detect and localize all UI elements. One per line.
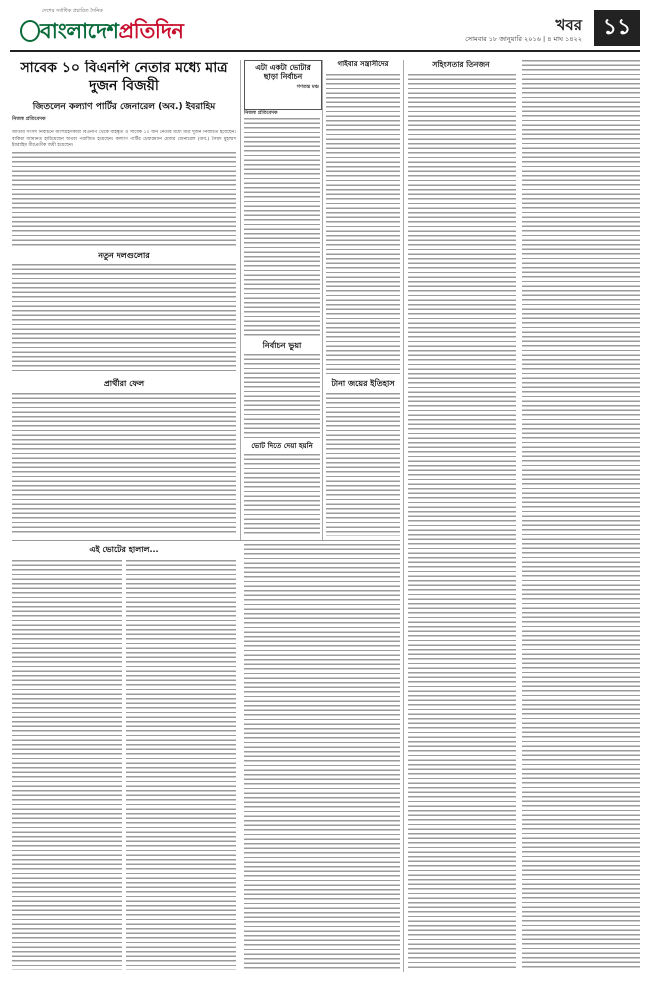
date-line: সোমবার ১৮ জানুয়ারি ২০১৬ | ৪ মাঘ ১৪২২ — [465, 35, 582, 43]
middle-reporter-block — [244, 108, 320, 116]
column-rule-3 — [403, 60, 404, 972]
middle-headline-box — [244, 60, 322, 110]
middle-body-1 — [244, 118, 320, 338]
lead-text-lines — [12, 152, 236, 247]
lead-subhead: জিতলেন কল্যাণ পার্টির জেনারেল (অব.) ইবরাহিম — [32, 102, 216, 112]
right-headline-block — [408, 60, 514, 70]
divider-1 — [12, 540, 400, 541]
lead-section-title-3: এই ভোটের হালাল... — [89, 545, 159, 554]
right-body-1 — [408, 74, 516, 970]
masthead — [10, 8, 640, 48]
middle-lower-body — [244, 544, 400, 970]
masthead-rule — [10, 50, 640, 52]
logo-text-green: বাংলাদেশ — [40, 19, 119, 43]
feature-body-1 — [326, 74, 400, 374]
lead-body-2 — [12, 264, 236, 372]
middle-sub-2: ভোট দিতে দেয়া হয়নি — [251, 442, 313, 450]
feature-body-2 — [326, 393, 400, 536]
lead-body-4b — [126, 560, 236, 970]
logo-mark — [20, 20, 40, 42]
column-rule-2 — [322, 60, 323, 540]
middle-sub-1-block — [244, 340, 320, 352]
column-rule-1 — [240, 60, 241, 540]
lead-section-4 — [12, 544, 236, 556]
lead-section-title-2: প্রার্থীরা ফেল — [103, 379, 145, 388]
lead-body-4a — [12, 560, 122, 970]
lead-body-3 — [12, 393, 236, 535]
middle-body-3 — [244, 454, 320, 536]
middle-sub-1: নির্বাচন ভুয়া — [262, 341, 302, 350]
middle-body-2 — [244, 354, 320, 438]
middle-sub-2-block — [244, 440, 320, 452]
section-name: খবর — [555, 16, 582, 34]
middle-headline[interactable]: এটা একটা ভোটার ছাড়া নির্বাচন — [255, 63, 311, 82]
newspaper-logo[interactable] — [40, 15, 183, 50]
middle-reporter: নিজস্ব প্রতিবেদক — [244, 110, 278, 116]
masthead-tagline: দেশের সর্বাধিক প্রচারিত দৈনিক — [42, 8, 103, 14]
feature-sub-block — [326, 378, 400, 390]
lead-headline-block — [12, 60, 236, 130]
feature-sub-1: টানা জয়ের ইতিহাস — [331, 379, 395, 388]
lead-intro-text: জাতীয় সংসদ নির্বাচনে অংশগ্রহণকারী বিএনপি থেকে বহিষ্কৃত ও সাবেক ১০ জন নেতার মধ্যে মাত্র দুজন নির্বাচিত হয়েছেন। বাকিরা জামানত হারিয়েছেন অথবা পরাজিত হয়েছেন। কল্যাণ পার্টির চেয়ারম্যান মেজর জেনারেল (অব.) সৈয়দ মুহাম্মদ ইবরাহিম বীরপ্রতীক জয়ী হয়েছেন। — [12, 130, 236, 149]
middle-byline: গণতন্ত্র মঞ্চ — [296, 83, 319, 90]
feature-headline[interactable]: গাইবার সন্ত্রাসীদের — [337, 60, 389, 68]
lead-section-2 — [12, 250, 236, 262]
lead-section-title-1: নতুন দলগুলোর — [98, 251, 150, 260]
right-body-2 — [522, 60, 640, 970]
lead-body-1 — [12, 130, 236, 248]
lead-headline[interactable]: সাবেক ১০ বিএনপি নেতার মধ্যে মাত্র দুজন বিজয়ী — [20, 60, 228, 94]
feature-headline-block — [326, 60, 400, 70]
page-number: ১১ — [594, 10, 640, 46]
right-headline[interactable]: সহিংসতার তিনজন — [432, 60, 490, 69]
lead-byline: নিজস্ব প্রতিবেদক — [12, 116, 46, 122]
lead-section-3 — [12, 378, 236, 390]
logo-text-red: প্রতিদিন — [118, 19, 184, 43]
